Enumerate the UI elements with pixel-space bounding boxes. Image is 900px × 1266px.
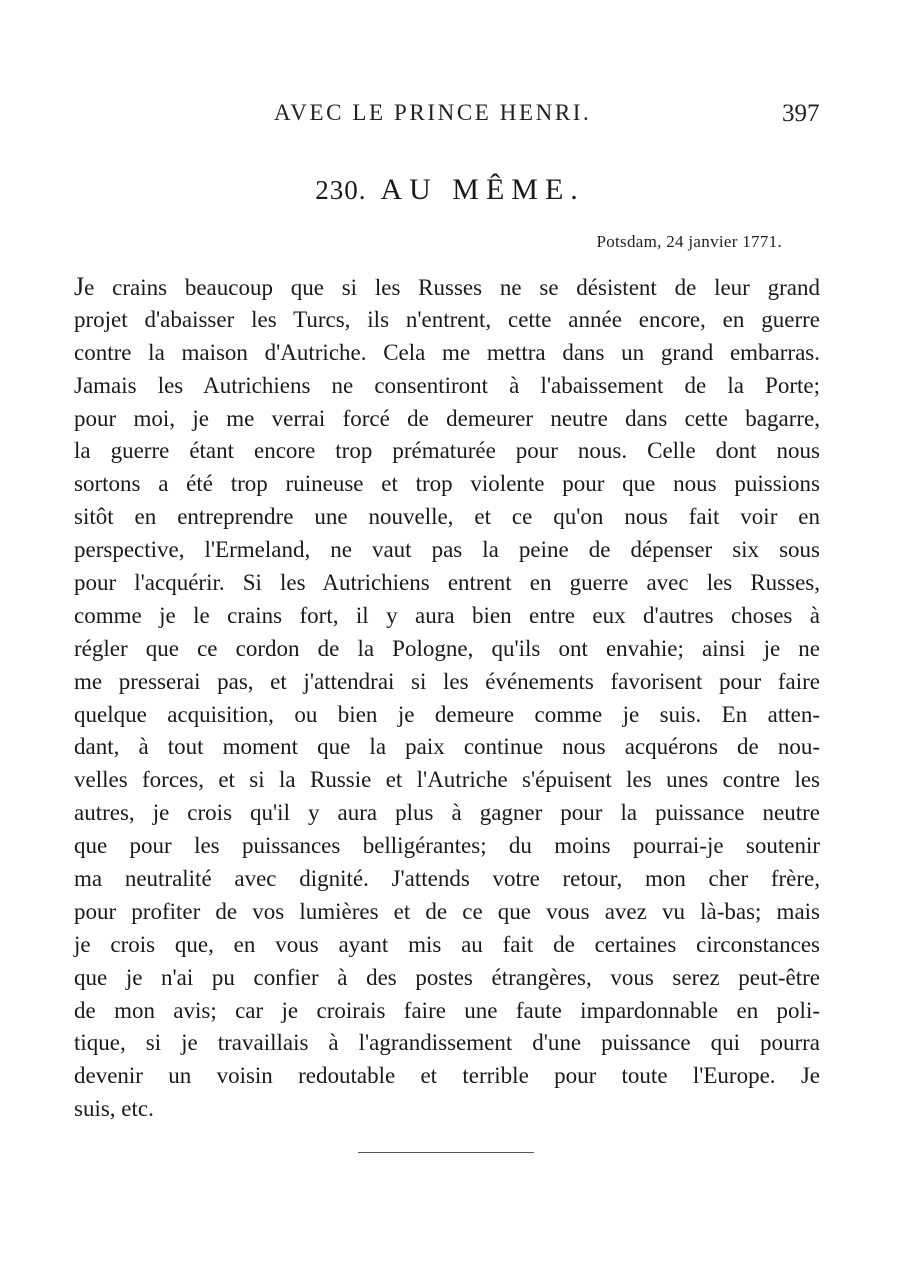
body-line: perspective, l'Ermeland, ne vaut pas la peine de dépenser six sous: [74, 537, 820, 563]
body-line: autres, je crois qu'il y aura plus à gagner pour la puissance neutre: [74, 800, 820, 826]
body-line: pour moi, je me verrai forcé de demeurer neutre dans cette bagarre,: [74, 405, 820, 431]
body-line: me presserai pas, et j'attendrai si les événements favorisent pour faire: [74, 668, 820, 694]
running-head: AVEC LE PRINCE HENRI.: [274, 100, 592, 125]
letter-number: 230.: [315, 175, 367, 205]
body-line: que pour les puissances belligérantes; du moins pourrai-je soutenir: [74, 833, 820, 859]
body-line: que je n'ai pu confier à des postes étrangères, vous serez peut-être: [74, 964, 820, 990]
body-line: comme je le crains fort, il y aura bien entre eux d'autres choses à: [74, 602, 820, 628]
page-number: 397: [782, 100, 820, 127]
body-line: contre la maison d'Autriche. Cela me mettra dans un grand embarras.: [74, 339, 820, 365]
body-line: [74, 271, 820, 304]
letter-dateline: Potsdam, 24 janvier 1771.: [596, 232, 782, 251]
body-line: devenir un voisin redoutable et terrible pour toute l'Europe. Je: [74, 1063, 820, 1089]
letter-heading: [0, 173, 900, 207]
body-line: quelque acquisition, ou bien je demeure comme je suis. En atten-: [74, 701, 820, 727]
body-line: sitôt en entreprendre une nouvelle, et ce qu'on nous fait voir en: [74, 504, 820, 530]
body-line: velles forces, et si la Russie et l'Autriche s'épuisent les unes contre les: [74, 767, 820, 793]
body-line: ma neutralité avec dignité. J'attends votre retour, mon cher frère,: [74, 866, 820, 892]
body-line: dant, à tout moment que la paix continue nous acquérons de nou-: [74, 734, 820, 760]
body-line: de mon avis; car je croirais faire une faute impardonnable en poli-: [74, 997, 820, 1023]
body-line: pour l'acquérir. Si les Autrichiens entrent en guerre avec les Russes,: [74, 570, 820, 596]
letter-recipient: AU MÊME.: [380, 173, 585, 206]
body-line: régler que ce cordon de la Pologne, qu'ils ont envahie; ainsi je ne: [74, 635, 820, 661]
body-line: suis, etc.: [74, 1096, 154, 1122]
body-line: projet d'abaisser les Turcs, ils n'entrent, cette année encore, en guerre: [74, 306, 820, 332]
body-line: Jamais les Autrichiens ne consentiront à l'abaissement de la Porte;: [74, 372, 820, 398]
body-line: tique, si je travaillais à l'agrandissement d'une puissance qui pourra: [74, 1030, 820, 1056]
body-line-text: e crains beaucoup que si les Russes ne se désistent de leur grand: [84, 275, 820, 300]
letter-body: [74, 271, 820, 1126]
body-line: la guerre étant encore trop prématurée pour nous. Celle dont nous: [74, 438, 820, 464]
body-line: je crois que, en vous ayant mis au fait de certaines circonstances: [74, 931, 820, 957]
end-rule: [358, 1152, 534, 1153]
drop-initial: J: [74, 272, 85, 301]
body-line: pour profiter de vos lumières et de ce que vous avez vu là-bas; mais: [74, 898, 820, 924]
body-line: sortons a été trop ruineuse et trop violente pour que nous puissions: [74, 471, 820, 497]
